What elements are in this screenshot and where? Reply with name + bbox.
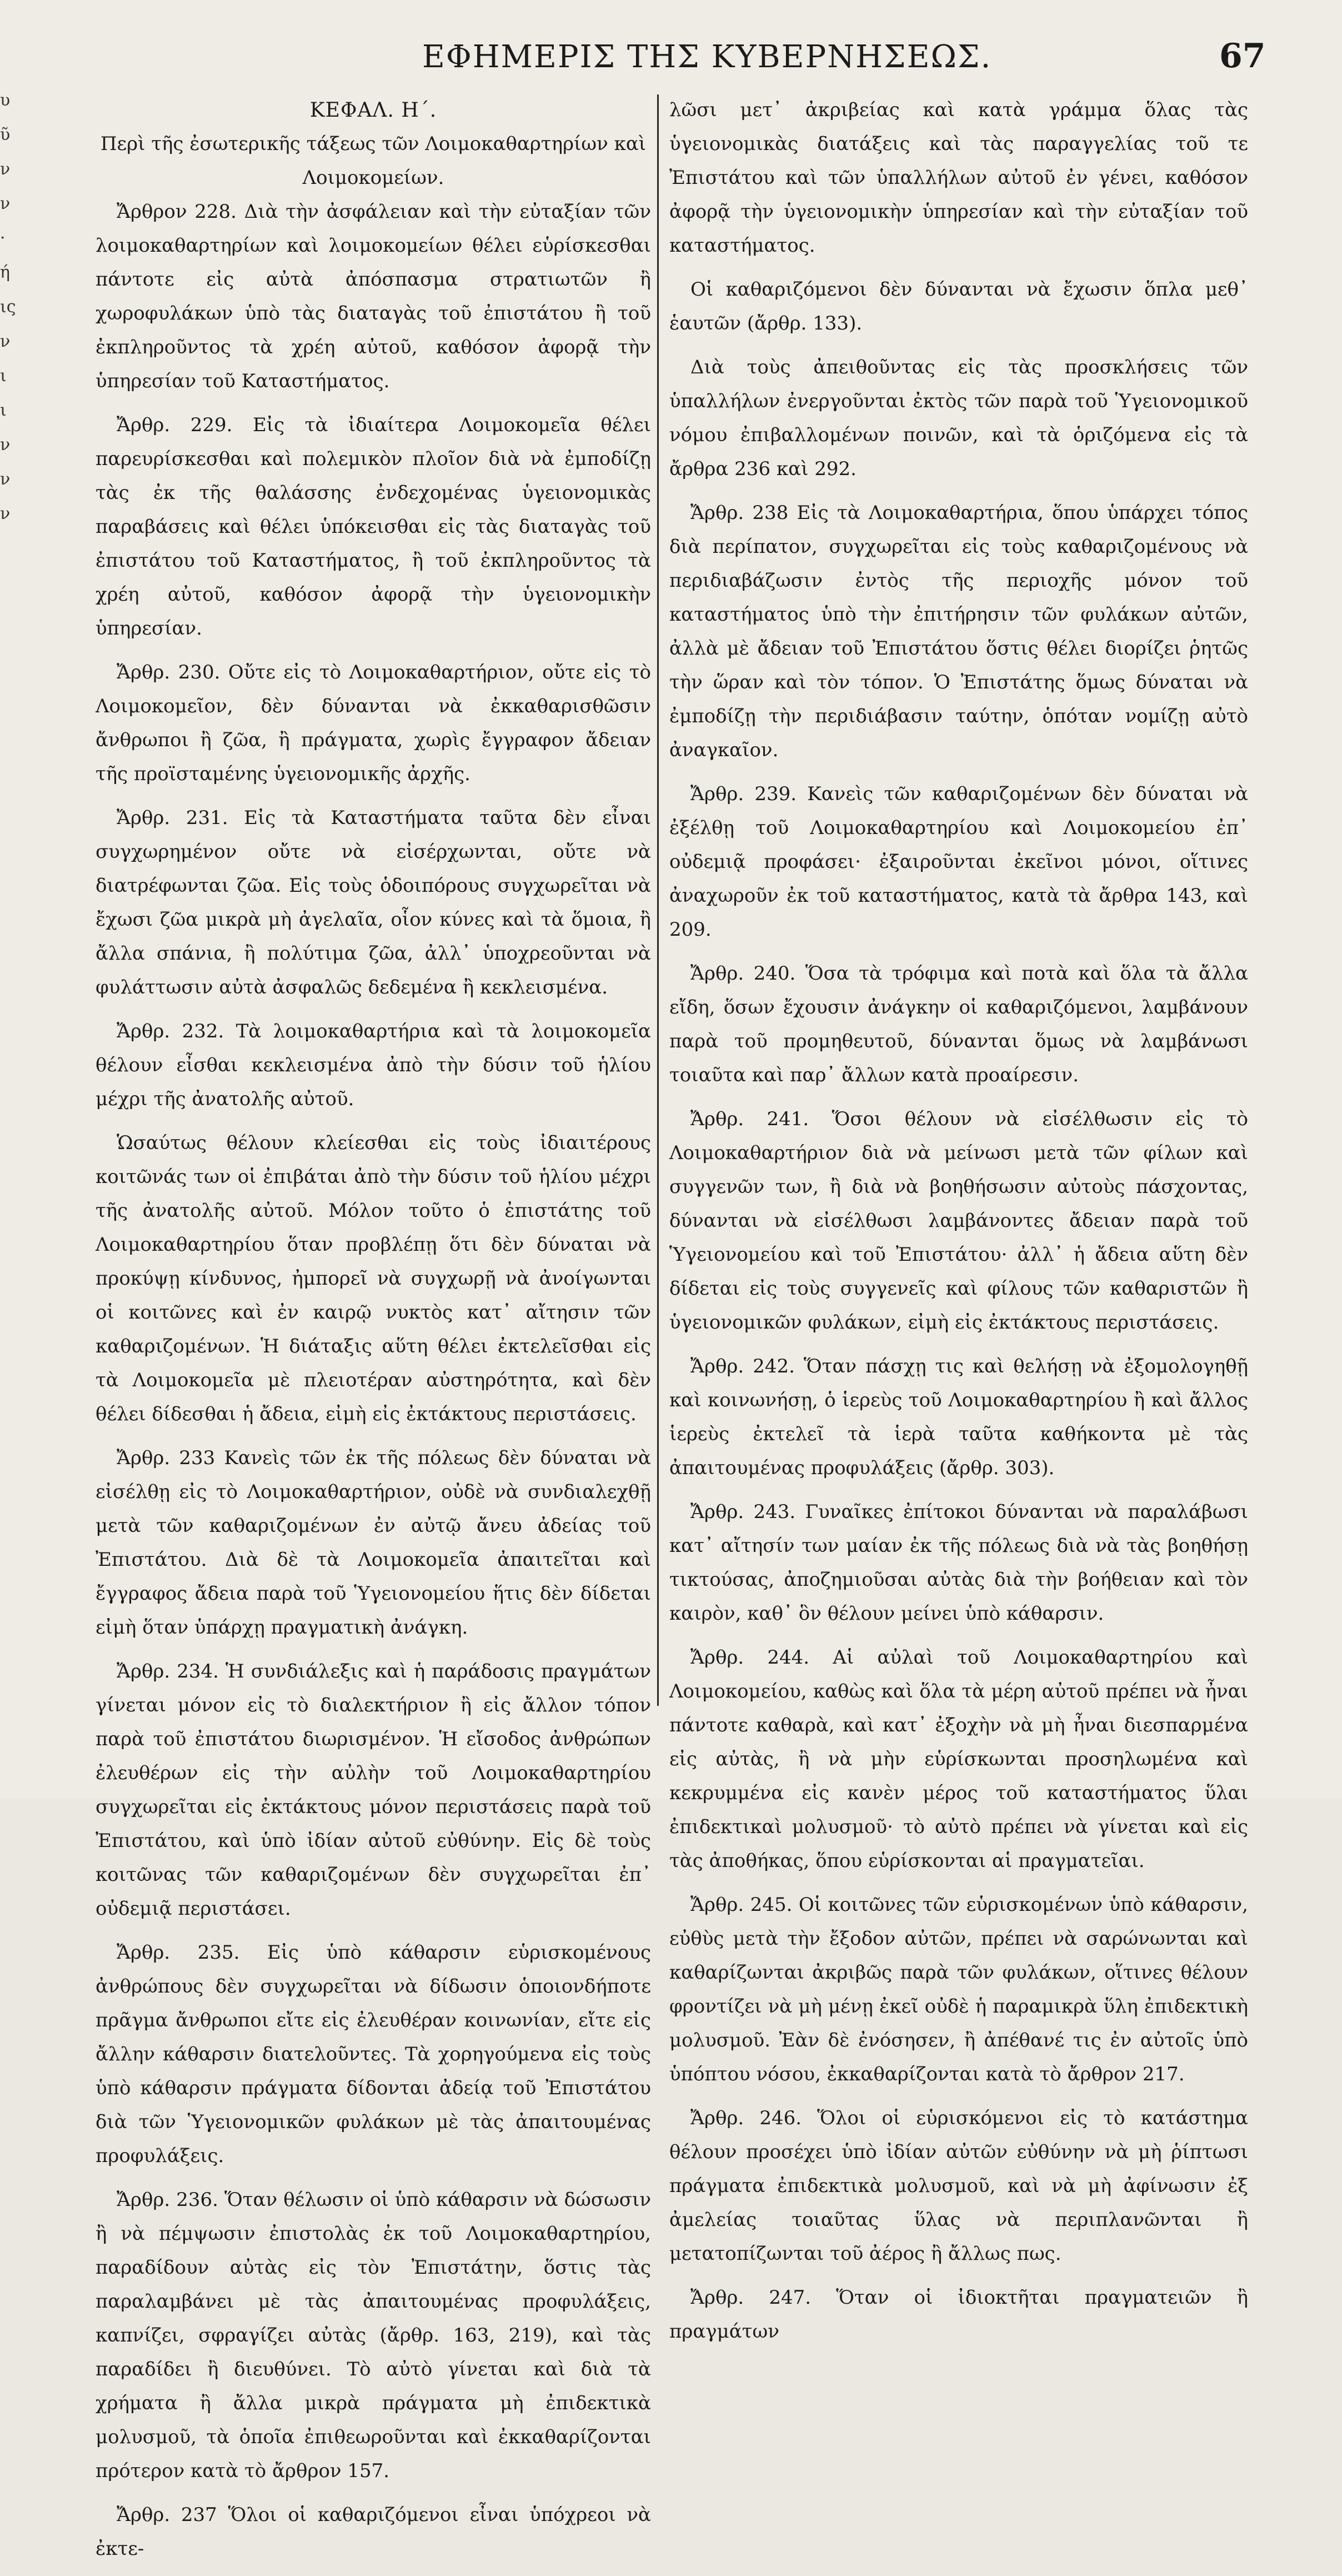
- margin-letter: ·: [0, 228, 6, 248]
- article-paragraph: Ἄρθρ. 240. Ὅσα τὰ τρόφιμα καὶ ποτὰ καὶ ὅλα τὰ ἄλλα εἴδη, ὅσων ἔχουσιν ἀνάγκην οἱ καθαριζόμενοι, λαμβάνουν παρὰ τοῦ προμηθευτοῦ, δύνανται ὅμως νὰ λαμβάνωσι τοιαῦτα καὶ παρ᾽ ἄλλων κατὰ προαίρεσιν.: [669, 962, 1248, 1086]
- margin-letter: ι: [0, 401, 7, 420]
- article-paragraph: Ἄρθρ. 241. Ὅσοι θέλουν νὰ εἰσέλθωσιν εἰς τὸ Λοιμοκαθαρτήριον διὰ νὰ μείνωσι μετὰ τῶν φίλων καὶ συγγενῶν των, ἢ διὰ νὰ βοηθήσωσιν αὐτοὺς πάσχοντας, δύνανται νὰ εἰσέλθωσι λαμβάνοντες ἄδειαν παρὰ τοῦ Ὑγειονομείου καὶ τοῦ Ἐπιστάτου· ἀλλ᾽ ἡ ἄδεια αὕτη δὲν δίδεται εἰς τοὺς συγγενεῖς καὶ φίλους τῶν καθαριστῶν ἢ ὑγειονομικῶν φυλάκων, εἰμὴ εἰς ἐκτάκτους περιστάσεις.: [669, 1108, 1248, 1334]
- page-number: 67: [1219, 37, 1266, 76]
- margin-letter: ν: [0, 332, 11, 351]
- right-column: [669, 93, 1248, 2359]
- article-paragraph: Διὰ τοὺς ἀπειθοῦντας εἰς τὰς προσκλήσεις τῶν ὑπαλλήλων ἐνεργοῦνται ἐκτὸς τῶν παρὰ τοῦ Ὑγειονομικοῦ νόμου ἐπιβαλλομένων ποινῶν, καὶ τὰ ὁριζόμενα εἰς τὰ ἄρθρα 236 καὶ 292.: [669, 356, 1248, 480]
- newspaper-title: ΕΦΗΜΕΡΙΣ ΤΗΣ ΚΥΒΕΡΝΗΣΕΩΣ.: [422, 39, 992, 75]
- chapter-subtitle: Περὶ τῆς ἐσωτερικῆς τάξεως τῶν Λοιμοκαθαρτηρίων καὶ Λοιμοκομείων.: [100, 133, 647, 189]
- margin-letter: ν: [0, 504, 11, 523]
- article-paragraph: Ἄρθρ. 235. Εἰς ὑπὸ κάθαρσιν εὑρισκομένους ἀνθρώπους δὲν συγχωρεῖται νὰ δίδωσιν ὁποιονδήποτε πρᾶγμα ἄνθρωποι εἴτε εἰς ἐλευθέραν κοινωνίαν, εἴτε εἰς ἄλλην κάθαρσιν διατελοῦντες. Τὰ χορηγούμενα εἰς τοὺς ὑπὸ κάθαρσιν πράγματα δίδονται ἀδείᾳ τοῦ Ἐπιστάτου διὰ τῶν Ὑγειονομικῶν φυλάκων μὲ τὰς ἀπαιτουμένας προφυλάξεις.: [96, 1941, 651, 2167]
- margin-letter: υ: [0, 91, 11, 110]
- left-column: [96, 93, 651, 2576]
- article-paragraph: Ὡσαύτως θέλουν κλείεσθαι εἰς τοὺς ἰδιαιτέρους κοιτῶνάς των οἱ ἐπιβάται ἀπὸ τὴν δύσιν τοῦ ἡλίου μέχρι τῆς ἀνατολῆς αὐτοῦ. Μόλον τοῦτο ὁ ἐπιστάτης τοῦ Λοιμοκαθαρτηρίου ὅταν προβλέπῃ ὅτι δὲν δύναται νὰ προκύψῃ κίνδυνος, ἠμπορεῖ νὰ συγχωρῇ νὰ ἀνοίγωνται οἱ κοιτῶνες καὶ ἐν καιρῷ νυκτὸς κατ᾽ αἴτησιν τῶν καθαριζομένων. Ἡ διάταξις αὕτη θέλει ἐκτελεῖσθαι εἰς τὰ Λοιμοκομεῖα μὲ πλειοτέραν αὐστηρότητα, καὶ δὲν θέλει δίδεσθαι ἡ ἄδεια, εἰμὴ εἰς ἐκτάκτους περιστάσεις.: [96, 1132, 651, 1425]
- margin-letter: ν: [0, 159, 11, 179]
- article-paragraph: Ἄρθρ. 244. Αἱ αὐλαὶ τοῦ Λοιμοκαθαρτηρίου καὶ Λοιμοκομείου, καθὼς καὶ ὅλα τὰ μέρη αὐτοῦ πρέπει νὰ ἦναι πάντοτε καθαρὰ, καὶ κατ᾽ ἐξοχὴν νὰ μὴ ἦναι διεσπαρμένα εἰς αὐτὰς, ἢ νὰ μὴν εὑρίσκωνται προσηλωμένα καὶ κεκρυμμένα εἰς κανὲν μέρος τοῦ καταστήματος ὕλαι ἐπιδεκτικαὶ μολυσμοῦ· τὸ αὐτὸ πρέπει νὰ γίνεται καὶ εἰς τὰς ἀποθήκας, ὅπου εὑρίσκονται αἱ πραγματεῖαι.: [669, 1646, 1248, 1872]
- article-paragraph: Ἄρθρ. 234. Ἡ συνδιάλεξις καὶ ἡ παράδοσις πραγμάτων γίνεται μόνον εἰς τὸ διαλεκτήριον ἢ εἰς ἄλλον τόπον παρὰ τοῦ ἐπιστάτου διωρισμένον. Ἡ εἴσοδος ἀνθρώπων ἐλευθέρων εἰς τὴν αὐλὴν τοῦ Λοιμοκαθαρτηρίου συγχωρεῖται εἰς ἐκτάκτους μόνον περιστάσεις παρὰ τοῦ Ἐπιστάτου, καὶ ὑπὸ ἰδίαν αὐτοῦ εὐθύνην. Εἰς δὲ τοὺς κοιτῶνας τῶν καθαριζομένων δὲν συγχωρεῖται ἐπ᾽ οὐδεμιᾷ περιστάσει.: [96, 1660, 651, 1920]
- article-paragraph: Ἄρθρον 228. Διὰ τὴν ἀσφάλειαν καὶ τὴν εὐταξίαν τῶν λοιμοκαθαρτηρίων καὶ λοιμοκομείων θέλει εὑρίσκεσθαι πάντοτε εἰς αὐτὰ ἀπόσπασμα στρατιωτῶν ἢ χωροφυλάκων ὑπὸ τὰς διαταγὰς τοῦ ἐπιστάτου ἢ τοῦ ἐκπληροῦντος τὰ χρέη αὐτοῦ, καθόσον ἀφορᾷ τὴν ὑπηρεσίαν τοῦ Καταστήματος.: [96, 201, 651, 392]
- margin-letter: ν: [0, 435, 11, 455]
- page-header: [0, 29, 1342, 90]
- article-paragraph: Ἄρθρ. 236. Ὅταν θέλωσιν οἱ ὑπὸ κάθαρσιν νὰ δώσωσιν ἢ νὰ πέμψωσιν ἐπιστολὰς ἐκ τοῦ Λοιμοκαθαρτηρίου, παραδίδουν αὐτὰς εἰς τὸν Ἐπιστάτην, ὅστις τὰς παραλαμβάνει μὲ τὰς ἀπαιτουμένας προφυλάξεις, καπνίζει, σφραγίζει αὐτὰς (ἄρθρ. 163, 219), καὶ τὰς παραδίδει ἢ διευθύνει. Τὸ αὐτὸ γίνεται καὶ διὰ τὰ χρήματα ἢ ἄλλα μικρὰ πράγματα μὴ ἐπιδεκτικὰ μολυσμοῦ, τὰ ὁποῖα ἐπιθεωροῦνται καὶ ἐκκαθαρίζονται πρότερον κατὰ τὸ ἄρθρον 157.: [96, 2189, 651, 2482]
- article-paragraph: Ἄρθρ. 239. Κανεὶς τῶν καθαριζομένων δὲν δύναται νὰ ἐξέλθῃ τοῦ Λοιμοκαθαρτηρίου καὶ Λοιμοκομείου ἐπ᾽ οὐδεμιᾷ προφάσει· ἐξαιροῦνται ἐκεῖνοι μόνοι, οἵτινες ἀναχωροῦν ἐκ τοῦ καταστήματος, κατὰ τὰ ἄρθρα 143, καὶ 209.: [669, 783, 1248, 941]
- article-paragraph: Οἱ καθαριζόμενοι δὲν δύνανται νὰ ἔχωσιν ὅπλα μεθ᾽ ἑαυτῶν (ἄρθρ. 133).: [669, 278, 1248, 335]
- article-paragraph: λῶσι μετ᾽ ἀκριβείας καὶ κατὰ γράμμα ὅλας τὰς ὑγειονομικὰς διατάξεις καὶ τὰς παραγγελίας τοῦ τε Ἐπιστάτου καὶ τῶν ὑπαλλήλων αὐτοῦ ἐν γένει, καθόσον ἀφορᾷ τὴν ὑγειονομικὴν ὑπηρεσίαν καὶ τὴν εὐταξίαν τοῦ καταστήματος.: [669, 99, 1248, 257]
- left-margin-bleed: [0, 83, 17, 695]
- column-divider: [657, 94, 659, 1706]
- article-paragraph: Ἄρθρ. 247. Ὅταν οἱ ἰδιοκτῆται πραγματειῶν ἢ πραγμάτων: [669, 2287, 1248, 2343]
- article-paragraph: Ἄρθρ. 245. Οἱ κοιτῶνες τῶν εὑρισκομένων ὑπὸ κάθαρσιν, εὐθὺς μετὰ τὴν ἔξοδον αὐτῶν, πρέπει νὰ σαρώνωνται καὶ καθαρίζωνται ἀκριβῶς παρὰ τῶν φυλάκων, οἵτινες θέλουν φροντίζει νὰ μὴ μένῃ ἐκεῖ οὐδὲ ἡ παραμικρὰ ὕλη ἐπιδεκτικὴ μολυσμοῦ. Ἐὰν δὲ ἐνόσησεν, ἢ ἀπέθανέ τις ἐν αὐτοῖς ὑπὸ ὑπόπτου νόσου, ἐκκαθαρίζονται κατὰ τὸ ἄρθρον 217.: [669, 1894, 1248, 2085]
- article-paragraph: Ἄρθρ. 233 Κανεὶς τῶν ἐκ τῆς πόλεως δὲν δύναται νὰ εἰσέλθῃ εἰς τὸ Λοιμοκαθαρτήριον, οὐδὲ νὰ συνδιαλεχθῇ μετὰ τῶν καθαριζομένων ἐν αὐτῷ ἄνευ ἀδείας τοῦ Ἐπιστάτου. Διὰ δὲ τὰ Λοιμοκομεῖα ἀπαιτεῖται καὶ ἔγγραφος ἄδεια παρὰ τοῦ Ὑγειονομείου ἥτις δὲν δίδεται εἰμὴ ὅταν ὑπάρχῃ πραγματικὴ ἀνάγκη.: [96, 1447, 651, 1639]
- article-paragraph: Ἄρθρ. 246. Ὅλοι οἱ εὑρισκόμενοι εἰς τὸ κατάστημα θέλουν προσέχει ὑπὸ ἰδίαν αὐτῶν εὐθύνην νὰ μὴ ῥίπτωσι πράγματα ἐπιδεκτικὰ μολυσμοῦ, καὶ νὰ μὴ ἀφίνωσιν ἐξ ἀμελείας τοιαῦτας ὕλας νὰ περιπλανῶνται ἢ μετατοπίζωνται τοῦ ἀέρος ἢ ἄλλως πως.: [669, 2107, 1248, 2265]
- article-paragraph: Ἄρθρ. 230. Οὔτε εἰς τὸ Λοιμοκαθαρτήριον, οὔτε εἰς τὸ Λοιμοκομεῖον, δὲν δύνανται νὰ ἐκκαθαρισθῶσιν ἄνθρωποι ἢ ζῶα, ἢ πράγματα, χωρὶς ἔγγραφον ἄδειαν τῆς προϊσταμένης ὑγειονομικῆς ἀρχῆς.: [96, 661, 651, 785]
- chapter-heading: ΚΕΦΑΛ. Η΄.: [309, 99, 437, 122]
- article-paragraph: Ἄρθρ. 231. Εἰς τὰ Καταστήματα ταῦτα δὲν εἶναι συγχωρημένον οὔτε νὰ εἰσέρχωνται, οὔτε νὰ διατρέφωνται ζῶα. Εἰς τοὺς ὁδοιπόρους συγχωρεῖται νὰ ἔχωσι ζῶα μικρὰ μὴ ἀγελαῖα, οἷον κύνες καὶ τὰ ὅμοια, ἢ ἄλλα σπάνια, ἢ πολύτιμα ζῶα, ἀλλ᾽ ὑποχρεοῦνται νὰ φυλάττωσιν αὐτὰ ἀσφαλῶς δεδεμένα ἢ κεκλεισμένα.: [96, 807, 651, 999]
- margin-letter: ις: [0, 297, 16, 317]
- margin-letter: ν: [0, 470, 11, 489]
- article-paragraph: Ἄρθρ. 243. Γυναῖκες ἐπίτοκοι δύνανται νὰ παραλάβωσι κατ᾽ αἴτησίν των μαίαν ἐκ τῆς πόλεως διὰ νὰ τὰς βοηθήσῃ τικτούσας, ἀποζημιοῦσαι αὐτὰς διὰ τὴν βοήθειαν καὶ τὸν καιρὸν, καθ᾽ ὃν θέλουν μείνει ὑπὸ κάθαρσιν.: [669, 1501, 1248, 1625]
- article-paragraph: Ἄρθρ. 232. Τὰ λοιμοκαθαρτήρια καὶ τὰ λοιμοκομεῖα θέλουν εἶσθαι κεκλεισμένα ἀπὸ τὴν δύσιν τοῦ ἡλίου μέχρι τῆς ἀνατολῆς αὐτοῦ.: [96, 1020, 651, 1110]
- article-paragraph: Ἄρθρ. 237 Ὅλοι οἱ καθαριζόμενοι εἶναι ὑπόχρεοι νὰ ἐκτε-: [96, 2504, 651, 2560]
- article-paragraph: Ἄρθρ. 229. Εἰς τὰ ἰδιαίτερα Λοιμοκομεῖα θέλει παρευρίσκεσθαι καὶ πολεμικὸν πλοῖον διὰ νὰ ἐμποδίζῃ τὰς ἐκ τῆς θαλάσσης ἐνδεχομένας ὑγειονομικὰς παραβάσεις καὶ θέλει ὑπόκεισθαι εἰς τὰς διαταγὰς τοῦ ἐπιστάτου τοῦ Καταστήματος, ἢ τοῦ ἐκπληροῦντος τὰ χρέη αὐτοῦ, καθόσον ἀφορᾷ τὴν ὑγειονομικὴν ὑπηρεσίαν.: [96, 414, 651, 640]
- margin-letter: ή: [0, 263, 10, 282]
- article-paragraph: Ἄρθρ. 242. Ὅταν πάσχῃ τις καὶ θελήσῃ νὰ ἐξομολογηθῇ καὶ κοινωνήσῃ, ὁ ἱερεὺς τοῦ Λοιμοκαθαρτηρίου ἢ καὶ ἄλλος ἱερεὺς ἐκτελεῖ τὰ ἱερὰ ταῦτα καθήκοντα μὲ τὰς ἀπαιτουμένας προφυλάξεις (ἄρθρ. 303).: [669, 1355, 1248, 1479]
- margin-letter: ν: [0, 194, 11, 213]
- margin-letter: ι: [0, 366, 7, 386]
- article-paragraph: Ἄρθρ. 238 Εἰς τὰ Λοιμοκαθαρτήρια, ὅπου ὑπάρχει τόπος διὰ περίπατον, συγχωρεῖται εἰς τοὺς καθαριζομένους νὰ περιδιαβάζωσιν ἐντὸς τῆς περιοχῆς μόνον τοῦ καταστήματος ὑπὸ τὴν ἐπιτήρησιν τῶν φυλάκων αὐτῶν, ἀλλὰ μὲ ἄδειαν τοῦ Ἐπιστάτου ὅστις θέλει διορίζει ῥητῶς τὴν ὥραν καὶ τὸν τόπον. Ὁ Ἐπιστάτης ὅμως δύναται νὰ ἐμποδίζῃ τὴν περιδιάβασιν ταύτην, ὁπόταν νομίζῃ αὐτὸ ἀναγκαῖον.: [669, 502, 1248, 761]
- margin-letter: ῦ: [0, 125, 11, 144]
